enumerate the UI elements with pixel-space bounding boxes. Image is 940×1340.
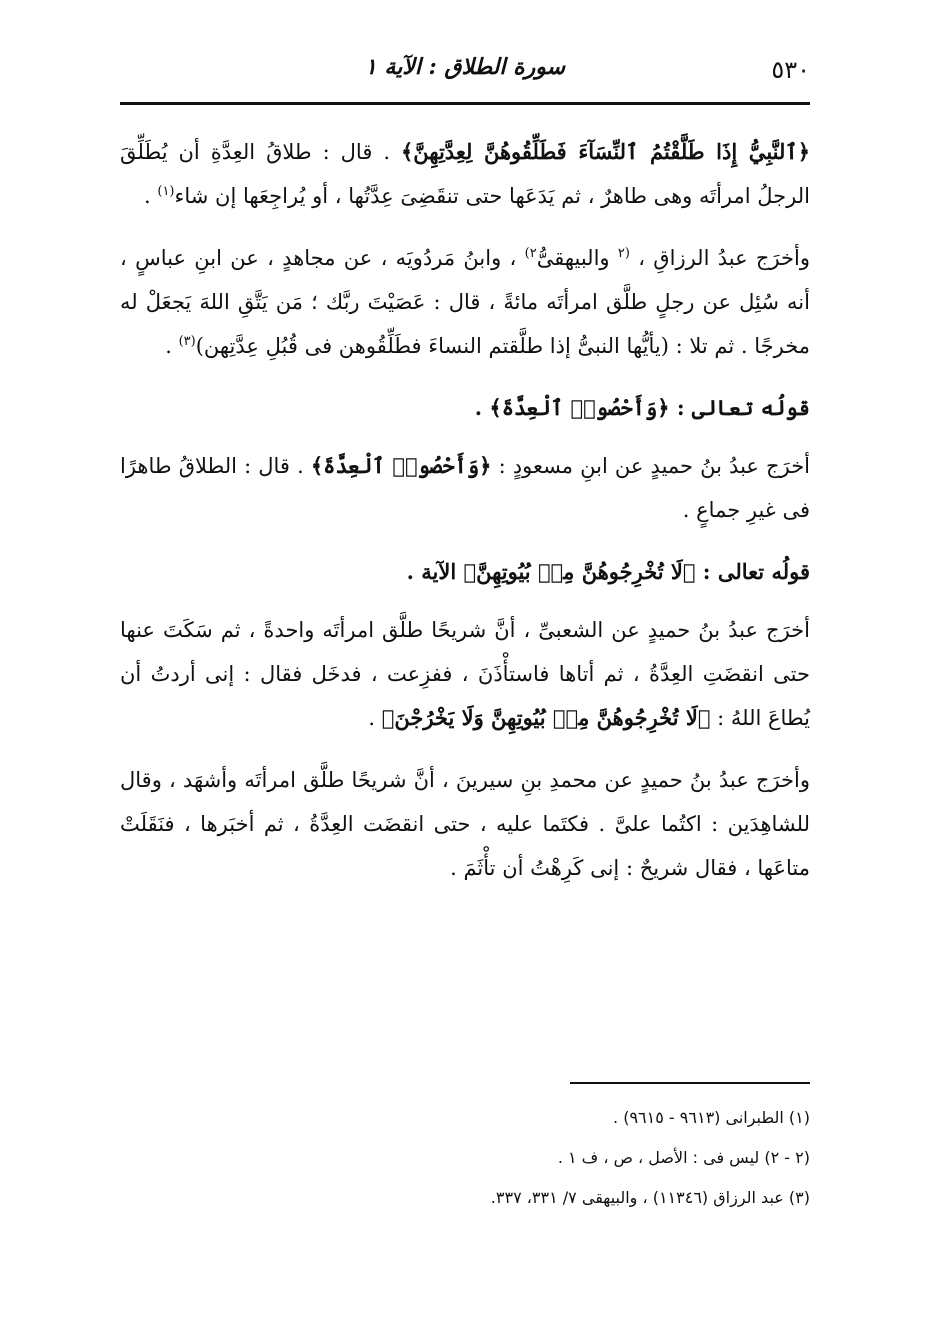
page-header [120, 52, 810, 94]
footnote-3: (٣) عبد الرزاق (١١٣٤٦) ، والبيهقى ٧/ ٣٣١، ٣٣٧. [490, 1188, 810, 1207]
footnote-ref-2-close: ٢) [524, 246, 537, 261]
quran-verse: ﴿وَأَحْصُوا۟ ٱلْعِدَّةَ﴾ [489, 395, 670, 420]
footnotes [120, 1098, 810, 1218]
main-text [120, 130, 810, 908]
paragraph-end: . [144, 184, 158, 208]
paragraph-text: . قال : الطلاقُ طاهرًا فى غيرِ جماعٍ . [120, 454, 810, 522]
footnote-2: (٢ - ٢) ليس فى : الأصل ، ص ، ف ١ . [557, 1148, 810, 1167]
quran-verse: ﴿وَأَحْصُوا۟ ٱلْعِدَّةَ﴾ [310, 453, 492, 478]
paragraph-2 [120, 236, 810, 368]
paragraph-end: . [368, 706, 382, 730]
section-heading-1 [120, 386, 810, 430]
paragraph-text: والبيهقىُّ [536, 246, 618, 270]
paragraph-end: . [165, 334, 179, 358]
footnote-ref-3: (٣) [178, 334, 196, 349]
quran-verse: ﴿لَا تُخْرِجُوهُنَّ مِنۢ بُيُوتِهِنَّ﴾ [463, 559, 696, 584]
heading-label: قولُه تعالى : [669, 395, 810, 420]
header-divider [120, 102, 810, 105]
paragraph-text: وأخرَج عبدُ بنُ حميدٍ عن محمدِ بنِ سيرينَ ، أنَّ شريحًا طلَّق امرأتَه وأشهَد ، وقال للشاهِدَين : اكتُما علىَّ . فكتَما عليه ، حتى انقضَت العِدَّةُ ، ثم أخبَرها ، فنَقَلَتْ متاعَها ، فقال شريحٌ : إنى كَرِهْتُ أن تأْثَمَ . [120, 768, 810, 880]
paragraph-1 [120, 130, 810, 218]
paragraph-text: وأخرَج عبدُ الرزاقِ ، [629, 246, 811, 270]
running-title: سورة الطلاق : الآية ١ [364, 54, 566, 80]
quran-verse: ﴿ٱلنَّبِيُّ إِذَا طَلَّقْتُمُ ٱلنِّسَآءَ فَطَلِّقُوهُنَّ لِعِدَّتِهِنَّ﴾ [400, 139, 810, 164]
footnote-divider [570, 1082, 810, 1084]
footnote-ref-2-open: (٢ [617, 246, 630, 261]
paragraph-5 [120, 758, 810, 890]
footnote-1: (١) الطبرانى (٩٦١٣ - ٩٦١٥) . [613, 1108, 810, 1127]
quran-verse: ﴿لَا تُخْرِجُوهُنَّ مِنۢ بُيُوتِهِنَّ وَلَا يَخْرُجْنَ﴾ [381, 705, 711, 730]
paragraph-4 [120, 608, 810, 740]
page-number: ٥٣٠ [771, 56, 810, 84]
paragraph-text: أخرَج عبدُ بنُ حميدٍ عن ابنِ مسعودٍ : [491, 454, 811, 478]
footnote-ref-1: (١) [157, 184, 175, 199]
paragraph-3 [120, 444, 810, 532]
paragraph-text: أخرَج عبدُ بنُ حميدٍ عن الشعبىِّ ، أنَّ شريحًا طلَّق امرأتَه واحدةً ، ثم سَكَتَ عنها حتى انقضَتِ العِدَّةُ ، ثم أتاها فاستأْذَنَ ، ففزِعت ، فدخَل فقال : إنى أردتُ أن يُطاعَ اللهُ : [120, 618, 810, 730]
heading-end: الآية . [406, 559, 464, 584]
heading-label: قولُه تعالى : [695, 559, 810, 584]
paragraph-text: . قال : طلاقُ العِدَّةِ أن يُطَلِّقَ الرجلُ امرأتَه وهى طاهرٌ ، ثم يَدَعَها حتى تنقَضِىَ عِدَّتُها ، أو يُراجِعَها إن شاء [120, 140, 810, 208]
paragraph-text: ، وابنُ مَردُويَه ، عن مجاهدٍ ، عن ابنِ عباسٍ ، أنه سُئِل عن رجلٍ طلَّق امرأتَه مائةً ، قال : عَصَيْتَ ربَّك ؛ مَن يَتَّقِ اللهَ يَجعَلْ له مخرجًا . ثم تلا : (يأيُّها النبىُّ إذا طلَّقتم النساءَ فطَلِّقُوهن فى قُبُلِ عِدَّتِهن) [120, 246, 810, 358]
section-heading-2 [120, 550, 810, 594]
heading-end: . [474, 395, 490, 420]
